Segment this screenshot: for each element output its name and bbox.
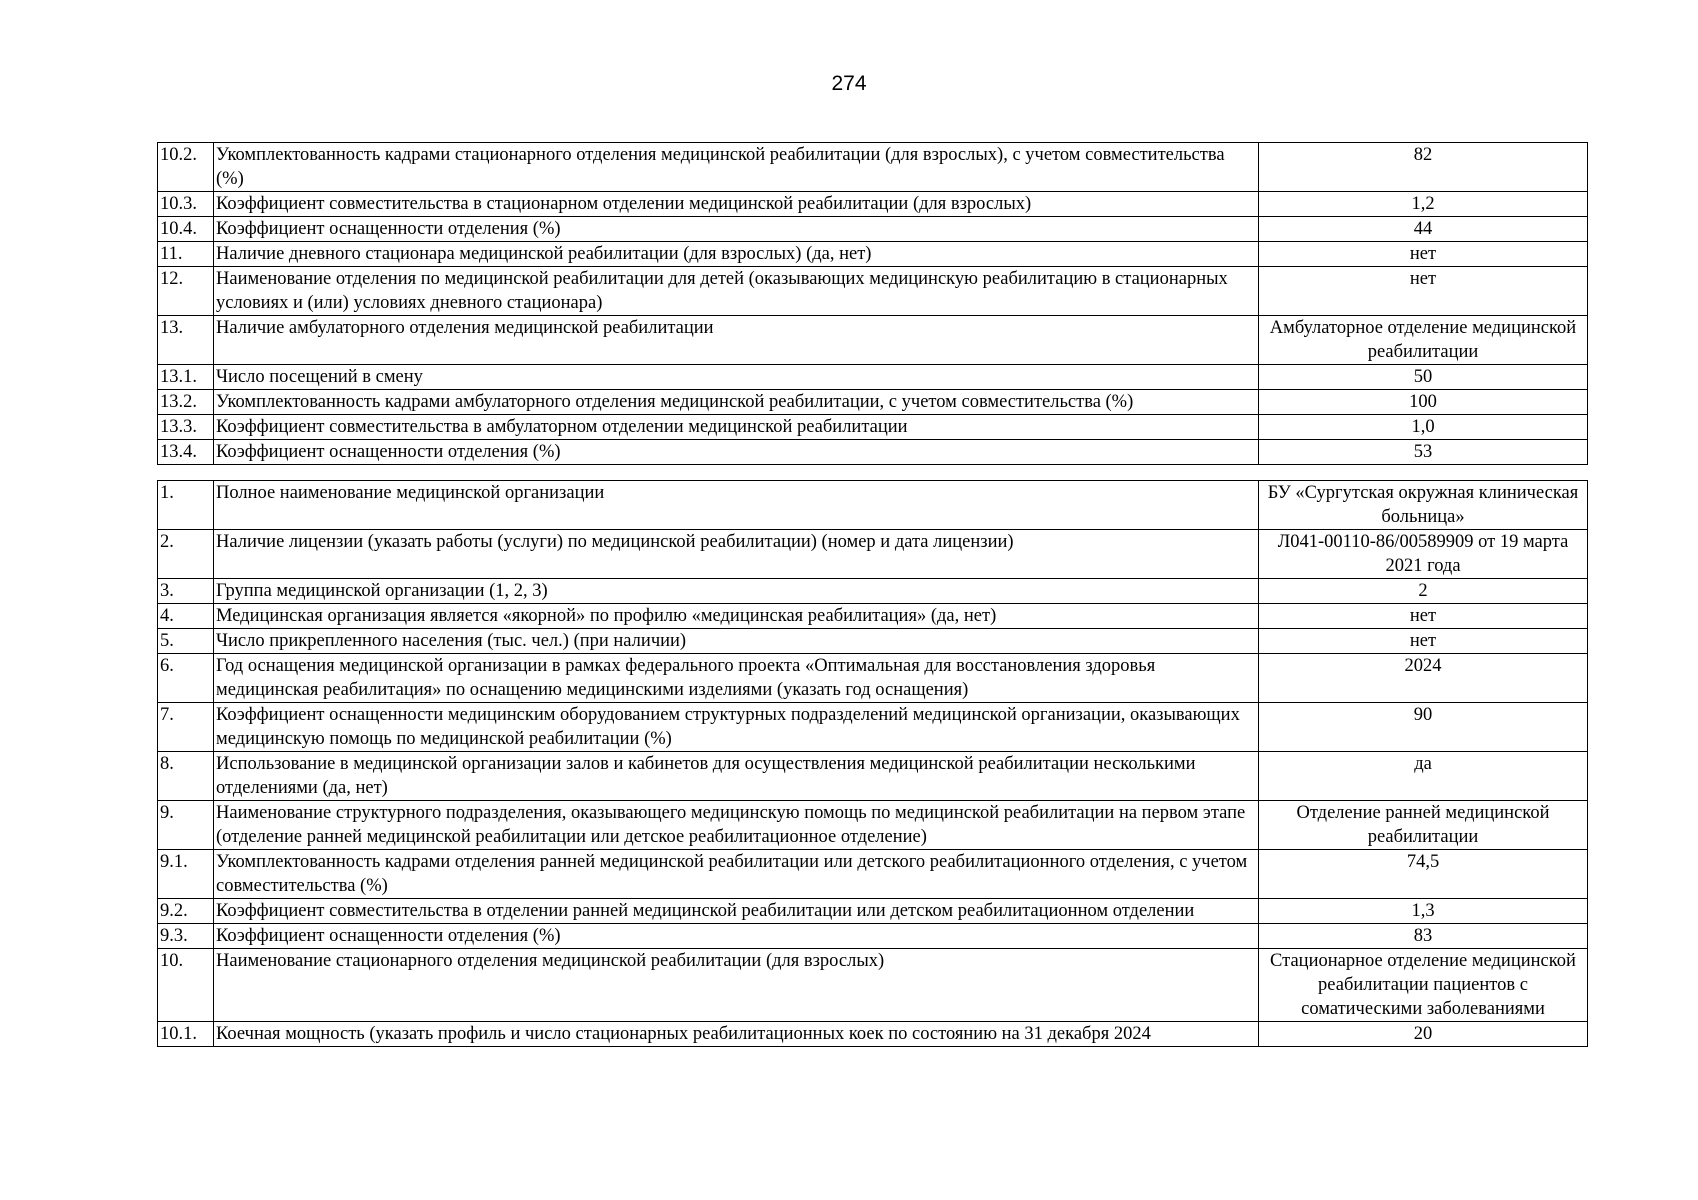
- row-value: БУ «Сургутская окружная клиническая больница»: [1259, 481, 1588, 530]
- row-description: Наличие дневного стационара медицинской реабилитации (для взрослых) (да, нет): [214, 242, 1259, 267]
- table-row: [158, 949, 1588, 1022]
- row-number: 13.4.: [158, 440, 214, 465]
- row-value: 20: [1259, 1022, 1588, 1047]
- row-number: 10.1.: [158, 1022, 214, 1047]
- row-value: Стационарное отделение медицинской реабилитации пациентов с соматическими заболеваниями: [1259, 949, 1588, 1022]
- table-row: [158, 703, 1588, 752]
- row-number: 2.: [158, 530, 214, 579]
- row-description: Наличие лицензии (указать работы (услуги) по медицинской реабилитации) (номер и дата лицензии): [214, 530, 1259, 579]
- table-row: [158, 415, 1588, 440]
- table-row: [158, 143, 1588, 192]
- row-description: Наименование стационарного отделения медицинской реабилитации (для взрослых): [214, 949, 1259, 1022]
- row-description: Коечная мощность (указать профиль и число стационарных реабилитационных коек по состоянию на 31 декабря 2024: [214, 1022, 1259, 1047]
- table-row: [158, 440, 1588, 465]
- row-description: Коэффициент оснащенности отделения (%): [214, 924, 1259, 949]
- table-row: [158, 217, 1588, 242]
- table-row: [158, 752, 1588, 801]
- table-row: [158, 850, 1588, 899]
- row-description: Коэффициент оснащенности отделения (%): [214, 440, 1259, 465]
- row-number: 11.: [158, 242, 214, 267]
- row-number: 13.2.: [158, 390, 214, 415]
- row-number: 6.: [158, 654, 214, 703]
- row-number: 9.: [158, 801, 214, 850]
- table-row: [158, 579, 1588, 604]
- row-description: Укомплектованность кадрами амбулаторного отделения медицинской реабилитации, с учетом совместительства (%): [214, 390, 1259, 415]
- table-row: [158, 801, 1588, 850]
- row-number: 4.: [158, 604, 214, 629]
- row-description: Группа медицинской организации (1, 2, 3): [214, 579, 1259, 604]
- table-row: [158, 267, 1588, 316]
- row-value: 90: [1259, 703, 1588, 752]
- page-number: 274: [831, 72, 867, 95]
- row-value: 44: [1259, 217, 1588, 242]
- row-value: 53: [1259, 440, 1588, 465]
- row-description: Укомплектованность кадрами отделения ранней медицинской реабилитации или детского реабилитационного отделения, с учетом совместительства (%): [214, 850, 1259, 899]
- row-description: Наименование отделения по медицинской реабилитации для детей (оказывающих медицинскую реабилитацию в стационарных условиях и (или) условиях дневного стационара): [214, 267, 1259, 316]
- row-number: 13.1.: [158, 365, 214, 390]
- row-description: Число прикрепленного населения (тыс. чел.) (при наличии): [214, 629, 1259, 654]
- row-value: нет: [1259, 267, 1588, 316]
- row-value: 74,5: [1259, 850, 1588, 899]
- row-value: Л041-00110-86/00589909 от 19 марта 2021 года: [1259, 530, 1588, 579]
- row-value: 82: [1259, 143, 1588, 192]
- row-number: 3.: [158, 579, 214, 604]
- row-value: 1,3: [1259, 899, 1588, 924]
- table-row: [158, 365, 1588, 390]
- table-row: [158, 481, 1588, 530]
- row-description: Коэффициент совместительства в стационарном отделении медицинской реабилитации (для взрослых): [214, 192, 1259, 217]
- row-description: Число посещений в смену: [214, 365, 1259, 390]
- row-description: Использование в медицинской организации залов и кабинетов для осуществления медицинской реабилитации несколькими отделениями (да, нет): [214, 752, 1259, 801]
- row-description: Наименование структурного подразделения, оказывающего медицинскую помощь по медицинской реабилитации на первом этапе (отделение ранней медицинской реабилитации или детское реабилитационное отделение): [214, 801, 1259, 850]
- indicators-table-continued: [157, 142, 1588, 465]
- row-number: 10.4.: [158, 217, 214, 242]
- row-value: да: [1259, 752, 1588, 801]
- table-row: [158, 1022, 1588, 1047]
- row-value: 1,2: [1259, 192, 1588, 217]
- row-description: Укомплектованность кадрами стационарного отделения медицинской реабилитации (для взрослых), с учетом совместительства (%): [214, 143, 1259, 192]
- row-description: Год оснащения медицинской организации в рамках федерального проекта «Оптимальная для восстановления здоровья медицинская реабилитация» по оснащению медицинскими изделиями (указать год оснащения): [214, 654, 1259, 703]
- row-value: 2: [1259, 579, 1588, 604]
- row-number: 10.3.: [158, 192, 214, 217]
- table-row: [158, 192, 1588, 217]
- table-row: [158, 654, 1588, 703]
- row-number: 1.: [158, 481, 214, 530]
- table-row: [158, 242, 1588, 267]
- row-description: Коэффициент совместительства в отделении ранней медицинской реабилитации или детском реабилитационном отделении: [214, 899, 1259, 924]
- row-description: Медицинская организация является «якорной» по профилю «медицинская реабилитация» (да, нет): [214, 604, 1259, 629]
- row-number: 13.3.: [158, 415, 214, 440]
- row-value: Амбулаторное отделение медицинской реабилитации: [1259, 316, 1588, 365]
- table-row: [158, 629, 1588, 654]
- table-row: [158, 530, 1588, 579]
- row-value: 50: [1259, 365, 1588, 390]
- row-value: 2024: [1259, 654, 1588, 703]
- table-row: [158, 924, 1588, 949]
- row-number: 10.2.: [158, 143, 214, 192]
- row-description: Коэффициент совместительства в амбулаторном отделении медицинской реабилитации: [214, 415, 1259, 440]
- row-number: 9.2.: [158, 899, 214, 924]
- row-number: 5.: [158, 629, 214, 654]
- row-number: 12.: [158, 267, 214, 316]
- row-number: 13.: [158, 316, 214, 365]
- table-row: [158, 604, 1588, 629]
- row-value: 1,0: [1259, 415, 1588, 440]
- row-value: 100: [1259, 390, 1588, 415]
- row-number: 8.: [158, 752, 214, 801]
- row-value: нет: [1259, 604, 1588, 629]
- table-row: [158, 316, 1588, 365]
- row-value: нет: [1259, 242, 1588, 267]
- row-number: 9.3.: [158, 924, 214, 949]
- row-description: Коэффициент оснащенности медицинским оборудованием структурных подразделений медицинской организации, оказывающих медицинскую помощь по медицинской реабилитации (%): [214, 703, 1259, 752]
- row-number: 10.: [158, 949, 214, 1022]
- row-number: 9.1.: [158, 850, 214, 899]
- table-row: [158, 390, 1588, 415]
- row-description: Коэффициент оснащенности отделения (%): [214, 217, 1259, 242]
- organization-indicators-table: [157, 480, 1588, 1047]
- row-description: Полное наименование медицинской организации: [214, 481, 1259, 530]
- row-value: нет: [1259, 629, 1588, 654]
- row-value: Отделение ранней медицинской реабилитации: [1259, 801, 1588, 850]
- table-row: [158, 899, 1588, 924]
- row-number: 7.: [158, 703, 214, 752]
- row-description: Наличие амбулаторного отделения медицинской реабилитации: [214, 316, 1259, 365]
- row-value: 83: [1259, 924, 1588, 949]
